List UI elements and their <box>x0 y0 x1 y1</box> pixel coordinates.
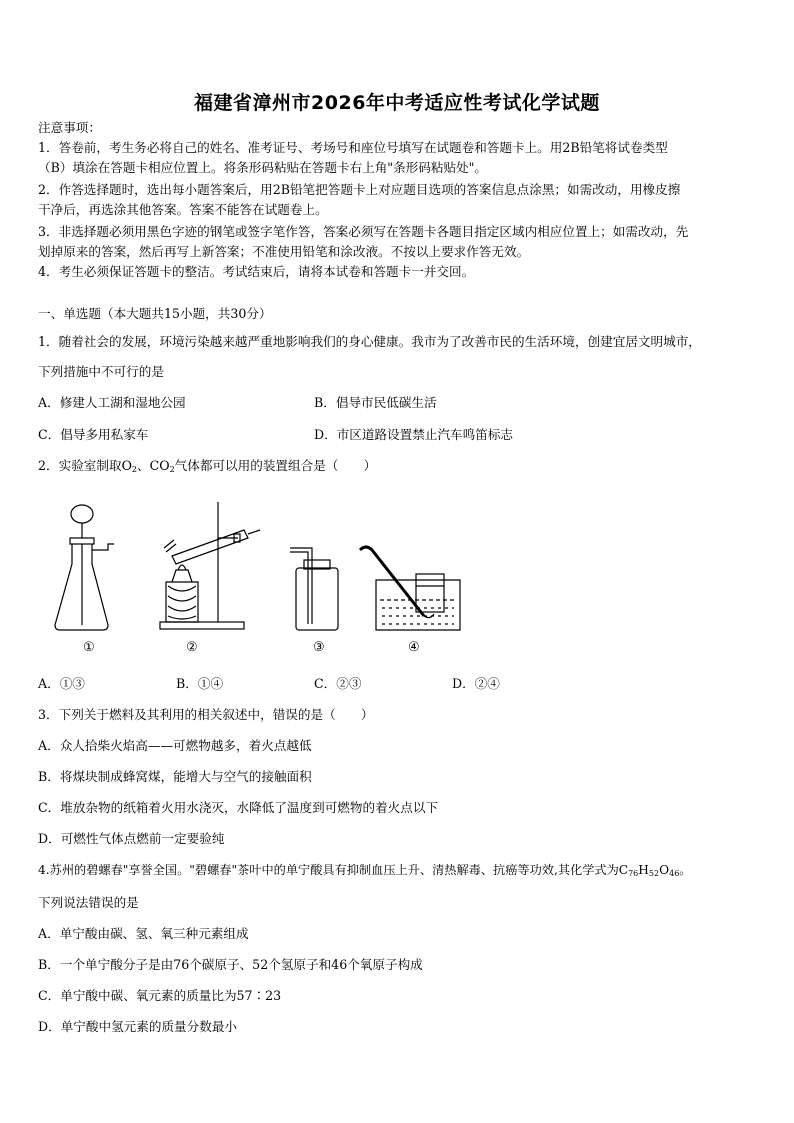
apparatus-figure <box>48 500 488 660</box>
apparatus-label-4: ④ <box>408 640 420 655</box>
notice-line-1: 1．答卷前，考生务必将自己的姓名、准考证号、考场号和座位号填写在试题卷和答题卡上。用2B铅笔将试卷类型 <box>38 140 668 155</box>
q4-stem-line-1: 4.苏州的碧螺春"享誉全国。"碧螺春"茶叶中的单宁酸具有抑制血压上升、清热解毒、抗癌等功效,其化学式为$C_{76}H_{52}O_{46}$。 <box>38 863 692 878</box>
apparatus-3-bottle <box>290 548 338 630</box>
q2-option-c: C．②③ <box>314 676 362 691</box>
apparatus-2-heating <box>160 502 260 629</box>
q3-stem: 3．下列关于燃料及其利用的相关叙述中，错误的是（ ） <box>38 707 374 722</box>
q1-stem-line-2: 下列措施中不可行的是 <box>38 364 164 379</box>
section-heading: 一、单选题（本大题共15小题，共30分） <box>38 306 272 321</box>
apparatus-label-1: ① <box>83 640 95 655</box>
q3-option-c: C．堆放杂物的纸箱着火用水浇灭，水降低了温度到可燃物的着火点以下 <box>38 800 439 815</box>
q1-option-a: A．修建人工湖和湿地公园 <box>38 395 186 410</box>
q4-option-d: D．单宁酸中氢元素的质量分数最小 <box>38 1019 238 1034</box>
notice-line-5: 3．非选择题必须用黑色字迹的钢笔或签字笔作答，答案必须写在答题卡各题目指定区域内相应位置上；如需改动，先 <box>38 224 689 239</box>
q2-option-b: B．①④ <box>176 676 224 691</box>
notice-line-3: 2．作答选择题时，选出每小题答案后，用2B铅笔把答题卡上对应题目选项的答案信息点涂黑；如需改动，用橡皮擦 <box>38 182 681 197</box>
q2-option-d: D．②④ <box>452 676 500 691</box>
notice-line-6: 划掉原来的答案，然后再写上新答案；不准使用铅笔和涂改液。不按以上要求作答无效。 <box>38 244 530 259</box>
q2-option-a: A．①③ <box>38 676 85 691</box>
q3-option-d: D．可燃性气体点燃前一定要验纯 <box>38 831 225 846</box>
notice-line-4: 干净后，再选涂其他答案。答案不能答在试题卷上。 <box>38 202 328 217</box>
page-title: 福建省漳州市2026年中考适应性考试化学试题 <box>194 92 600 114</box>
apparatus-4-trough <box>360 547 460 630</box>
apparatus-label-2: ② <box>186 640 198 655</box>
apparatus-1-flask <box>55 505 114 630</box>
q2-stem: 2．实验室制取$O_2$、$CO_2$气体都可以用的装置组合是（ ） <box>38 458 377 474</box>
apparatus-label-3: ③ <box>313 640 325 655</box>
q4-option-b: B．一个单宁酸分子是由76个碳原子、52个氢原子和46个氧原子构成 <box>38 957 423 972</box>
notice-line-7: 4．考生必须保证答题卡的整洁。考试结束后，请将本试卷和答题卡一并交回。 <box>38 264 475 279</box>
q4-stem-line-2: 下列说法错误的是 <box>38 895 139 910</box>
q4-option-c: C．单宁酸中碳、氧元素的质量比为57∶23 <box>38 988 282 1003</box>
notice-line-2: （B）填涂在答题卡相应位置上。将条形码粘贴在答题卡右上角"条形码粘贴处"。 <box>38 160 488 175</box>
q1-option-c: C．倡导多用私家车 <box>38 427 149 442</box>
q3-option-b: B．将煤块制成蜂窝煤，能增大与空气的接触面积 <box>38 769 312 784</box>
q1-option-d: D．市区道路设置禁止汽车鸣笛标志 <box>314 427 514 442</box>
q1-stem-line-1: 1．随着社会的发展，环境污染越来越严重地影响我们的身心健康。我市为了改善市民的生活环境，创建宜居文明城市， <box>38 334 701 349</box>
q4-option-a: A．单宁酸由碳、氢、氧三种元素组成 <box>38 926 249 941</box>
notice-heading: 注意事项： <box>38 120 101 135</box>
q3-option-a: A．众人拾柴火焰高——可燃物越多，着火点越低 <box>38 738 312 753</box>
q1-option-b: B．倡导市民低碳生活 <box>314 395 437 410</box>
